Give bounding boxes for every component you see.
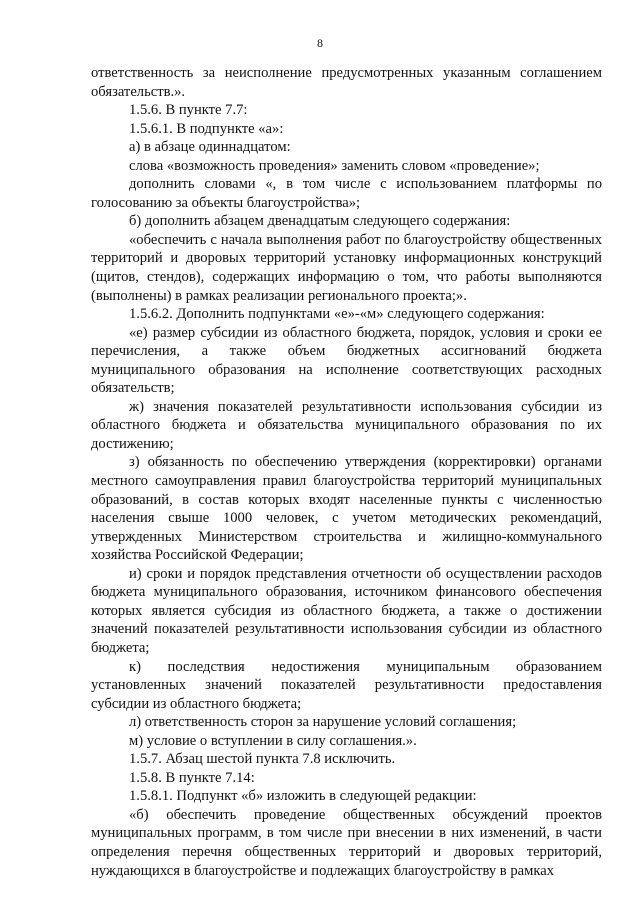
paragraph: 1.5.7. Абзац шестой пункта 7.8 исключить. <box>129 751 396 768</box>
paragraph: «е) размер субсидии из областного бюджета, порядок, условия и сроки ее перечисления, а также объем бюджетных ассигнований бюджета муниципального образования на исполнение соответствующих расходных обязательств; <box>91 324 602 397</box>
paragraph: 1.5.6.1. В подпункте «а»: <box>129 120 284 137</box>
paragraph: л) ответственность сторон за нарушение условий соглашения; <box>129 714 517 731</box>
paragraph: а) в абзаце одиннадцатом: <box>129 139 291 156</box>
paragraph: 1.5.8.1. Подпункт «б» изложить в следующей редакции: <box>129 788 477 805</box>
paragraph: 1.5.8. В пункте 7.14: <box>129 769 255 786</box>
paragraph: м) условие о вступлении в силу соглашения.». <box>129 732 417 749</box>
paragraph: и) сроки и порядок представления отчетности об осуществлении расходов бюджета муниципального образования, источником финансового обеспечения которых является субсидия из областного бюджета, а также о достижении значений показателей результативности использования субсидии из областного бюджета; <box>91 565 602 656</box>
paragraph: к) последствия недостижения муниципальным образованием установленных значений показателей результативности предоставления субсидии из областного бюджета; <box>91 658 602 712</box>
paragraph: «обеспечить с начала выполнения работ по благоустройству общественных территорий и дворовых территорий установку информационных конструкций (щитов, стендов), содержащих информацию о том, что работы выполняются (выполнены) в рамках реализации регионального проекта;». <box>91 231 602 304</box>
paragraph: 1.5.6. В пункте 7.7: <box>129 102 248 119</box>
page-number: 8 <box>317 36 323 50</box>
paragraph: 1.5.6.2. Дополнить подпунктами «е»-«м» следующего содержания: <box>129 306 545 323</box>
paragraph: дополнить словами «, в том числе с использованием платформы по голосованию за объекты благоустройства»; <box>91 176 602 211</box>
paragraph: ж) значения показателей результативности использования субсидии из областного бюджета и обязательства муниципального образования по их достижению; <box>91 398 602 452</box>
paragraph: з) обязанность по обеспечению утверждения (корректировки) органами местного самоуправления правил благоустройства территорий муниципальных образований, в состав которых входят населенные пункты с численностью населения свыше 1000 человек, с учетом методических рекомендаций, утвержденных Министерством строительства и жилищно-коммунального хозяйства Российской Федерации; <box>91 454 602 564</box>
paragraph: ответственность за неисполнение предусмотренных указанным соглашением обязательств.». <box>91 65 602 100</box>
paragraph: слова «возможность проведения» заменить словом «проведение»; <box>129 157 540 174</box>
document-body <box>91 64 602 880</box>
paragraph: б) дополнить абзацем двенадцатым следующего содержания: <box>129 213 511 230</box>
paragraph: «б) обеспечить проведение общественных обсуждений проектов муниципальных программ, в том числе при внесении в них изменений, в части определения перечня общественных территорий и дворовых территорий, нуждающихся в благоустройстве и подлежащих благоустройству в рамках <box>91 806 602 879</box>
